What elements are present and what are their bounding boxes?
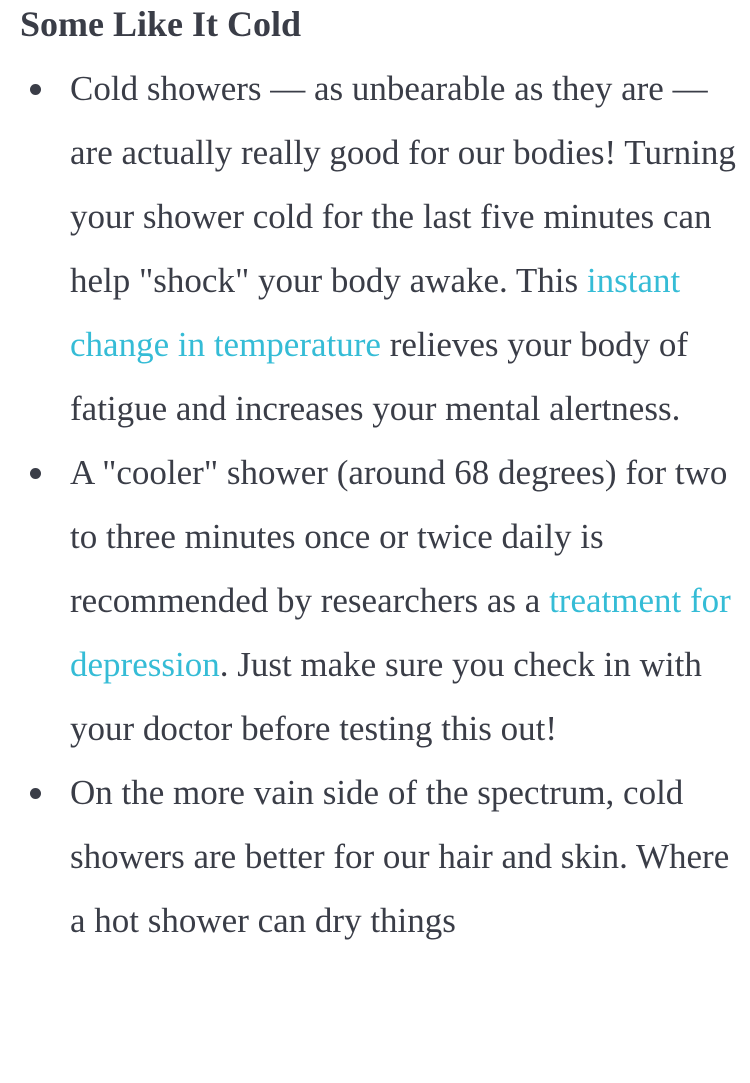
bullet-dot-icon [30, 84, 41, 95]
bullet-text-after: . Just make sure you check in with your doctor before testing this out! [70, 645, 702, 748]
depression-treatment-link[interactable]: treatment for depression [70, 581, 731, 684]
list-item [70, 57, 745, 441]
bullet-list [0, 57, 750, 953]
bullet-text-before: A "cooler" shower (around 68 degrees) for two to three minutes once or twice daily is recommended by researchers as a [70, 453, 728, 620]
bullet-dot-icon [30, 788, 41, 799]
bullet-dot-icon [30, 468, 41, 479]
bullet-text-before: On the more vain side of the spectrum, cold showers are better for our hair and skin. Where a hot shower can dry things [70, 773, 730, 940]
bullet-text-before: Cold showers — as unbearable as they are — are actually really good for our bodies! Turning your shower cold for the last five minutes can help "shock" your body awake. This [70, 69, 736, 300]
section-heading: Some Like It Cold [20, 4, 302, 44]
list-item [70, 441, 745, 761]
bullet-text-after: relieves your body of fatigue and increases your mental alertness. [70, 325, 689, 428]
temperature-change-link[interactable]: instant change in temperature [70, 261, 681, 364]
list-item [70, 761, 745, 953]
